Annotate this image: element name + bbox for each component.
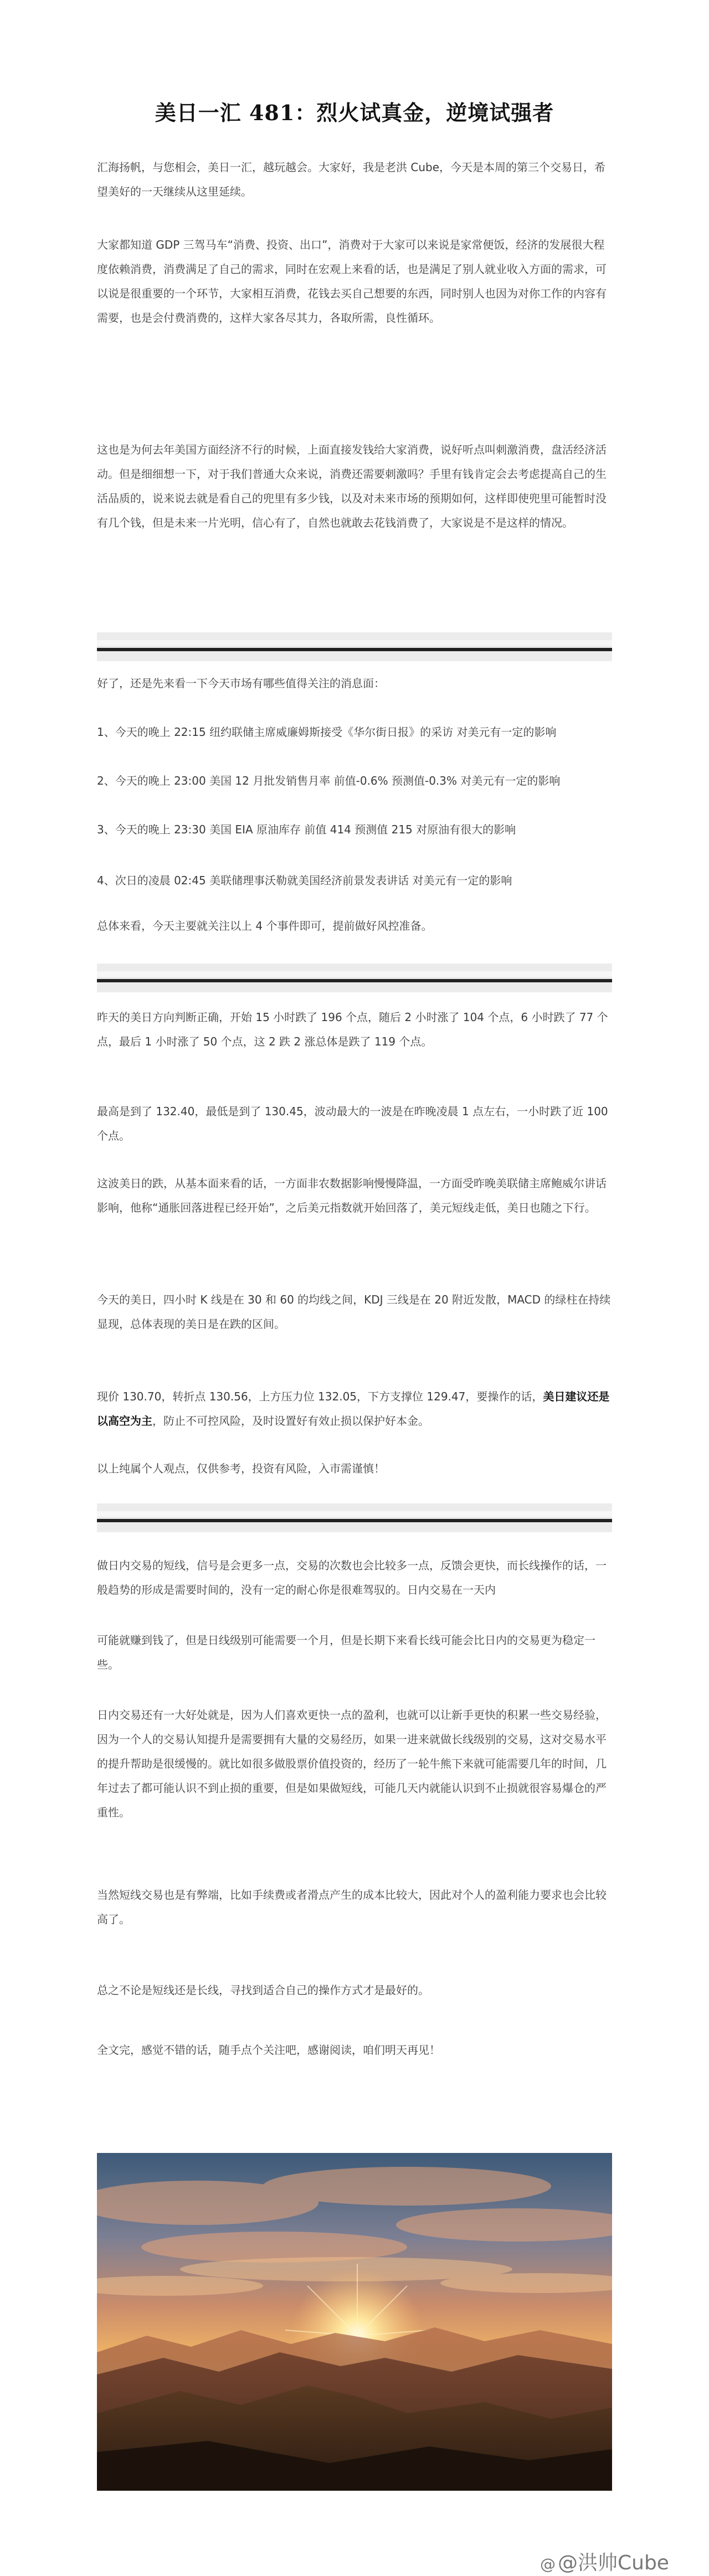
watermark-text: @洪帅Cube bbox=[558, 2552, 669, 2574]
emphasis-text: 美日建议还是以高空为主 bbox=[97, 1390, 610, 1428]
paragraph: 这波美日的跌，从基本面来看的话，一方面非农数据影响慢慢降温，一方面受昨晚美联储主席鲍威尔讲话影响，他称“通胀回落进程已经开始”，之后美元指数就开始回落了，美元短线走低，美日也随之下行。 bbox=[97, 1177, 607, 1214]
page-title: 美日一汇 481：烈火试真金，逆境试强者 bbox=[155, 100, 554, 126]
list-item: 1、今天的晚上 22:15 纽约联储主席威廉姆斯接受《华尔街日报》的采访 对美元有一定的影响 bbox=[97, 725, 557, 739]
paragraph: 做日内交易的短线，信号是会更多一点，交易的次数也会比较多一点，反馈会更快，而长线操作的话，一般趋势的形成是需要时间的，没有一定的耐心你是很难驾驭的。日内交易在一天内 bbox=[97, 1559, 607, 1596]
paragraph bbox=[97, 1384, 612, 1433]
paragraph: 总体来看，今天主要就关注以上 4 个事件即可，提前做好风控准备。 bbox=[97, 919, 433, 932]
sunset-mountain-photo bbox=[97, 2153, 612, 2491]
weibo-icon: @ bbox=[540, 2555, 556, 2573]
paragraph: 全文完，感觉不错的话，随手点个关注吧，感谢阅读，咱们明天再见！ bbox=[97, 2043, 440, 2057]
list-item: 2、今天的晚上 23:00 美国 12 月批发销售月率 前值-0.6% 预测值-0.3% 对美元有一定的影响 bbox=[97, 774, 561, 787]
paragraph: 当然短线交易也是有弊端，比如手续费或者滑点产生的成本比较大，因此对个人的盈利能力要求也会比较高了。 bbox=[97, 1888, 607, 1926]
paragraph-text: ，防止不可控风险，及时设置好有效止损以保护好本金。 bbox=[152, 1414, 429, 1428]
paragraph: 汇海扬帆，与您相会，美日一汇，越玩越会。大家好，我是老洪 Cube，今天是本周的第三个交易日，希望美好的一天继续从这里延续。 bbox=[97, 161, 605, 198]
paragraph: 最高是到了 132.40，最低是到了 130.45，波动最大的一波是在昨晚凌晨 1 点左右，一小时跌了近 100 个点。 bbox=[97, 1105, 608, 1142]
paragraph: 日内交易还有一大好处就是，因为人们喜欢更快一点的盈利，也就可以让新手更快的积累一些交易经验，因为一个人的交易认知提升是需要拥有大量的交易经历，如果一进来就做长线级别的交易，这对交易水平的提升帮助是很缓慢的。就比如很多做股票价值投资的，经历了一轮牛熊下来就可能需要几年的时间，几年过去了都可能认识不到止损的重要，但是如果做短线，可能几天内就能认识到不止损就很容易爆仓的严重性。 bbox=[97, 1708, 607, 1819]
paragraph: 大家都知道 GDP 三驾马车“消费、投资、出口”，消费对于大家可以来说是家常便饭，经济的发展很大程度依赖消费，消费满足了自己的需求，同时在宏观上来看的话，也是满足了别人就业收入方面的需求，可以说是很重要的一个环节，大家相互消费，花钱去买自己想要的东西，同时别人也因为对你工作的内容有需要，也是会付费消费的，这样大家各尽其力，各取所需，良性循环。 bbox=[97, 238, 607, 324]
paragraph: 这也是为何去年美国方面经济不行的时候，上面直接发钱给大家消费，说好听点叫刺激消费，盘活经济活动。但是细细想一下，对于我们普通大众来说，消费还需要刺激吗？手里有钱肯定会去考虑提高自己的生活品质的，说来说去就是看自己的兜里有多少钱，以及对未来市场的预期如何，这样即使兜里可能暂时没有几个钱，但是未来一片光明，信心有了，自然也就敢去花钱消费了，大家说是不是这样的情况。 bbox=[97, 443, 607, 529]
paragraph: 昨天的美日方向判断正确，开始 15 小时跌了 196 个点，随后 2 小时涨了 104 个点，6 小时跌了 77 个点，最后 1 小时涨了 50 个点，这 2 跌 2 涨总体是跌了 119 个点。 bbox=[97, 1011, 608, 1048]
section-divider bbox=[97, 964, 612, 992]
list-item: 3、今天的晚上 23:30 美国 EIA 原油库存 前值 414 预测值 215 对原油有很大的影响 bbox=[97, 823, 516, 836]
paragraph: 今天的美日，四小时 K 线是在 30 和 60 的均线之间，KDJ 三线是在 20 附近发散，MACD 的绿柱在持续显现，总体表现的美日是在跌的区间。 bbox=[97, 1293, 611, 1331]
watermark bbox=[540, 2547, 669, 2575]
paragraph: 以上纯属个人观点，仅供参考，投资有风险，入市需谨慎！ bbox=[97, 1462, 385, 1475]
paragraph-text: 现价 130.70，转折点 130.56，上方压力位 132.05，下方支撑位 129.47，要操作的话， bbox=[97, 1390, 543, 1403]
list-item: 4、次日的凌晨 02:45 美联储理事沃勒就美国经济前景发表讲话 对美元有一定的影响 bbox=[97, 874, 512, 887]
paragraph: 好了，还是先来看一下今天市场有哪些值得关注的消息面： bbox=[97, 677, 385, 690]
paragraph: 总之不论是短线还是长线，寻找到适合自己的操作方式才是最好的。 bbox=[97, 1983, 429, 1997]
section-divider bbox=[97, 632, 612, 661]
section-divider bbox=[97, 1503, 612, 1532]
paragraph: 可能就赚到钱了，但是日线级别可能需要一个月，但是长期下来看长线可能会比日内的交易更为稳定一些。 bbox=[97, 1634, 595, 1671]
